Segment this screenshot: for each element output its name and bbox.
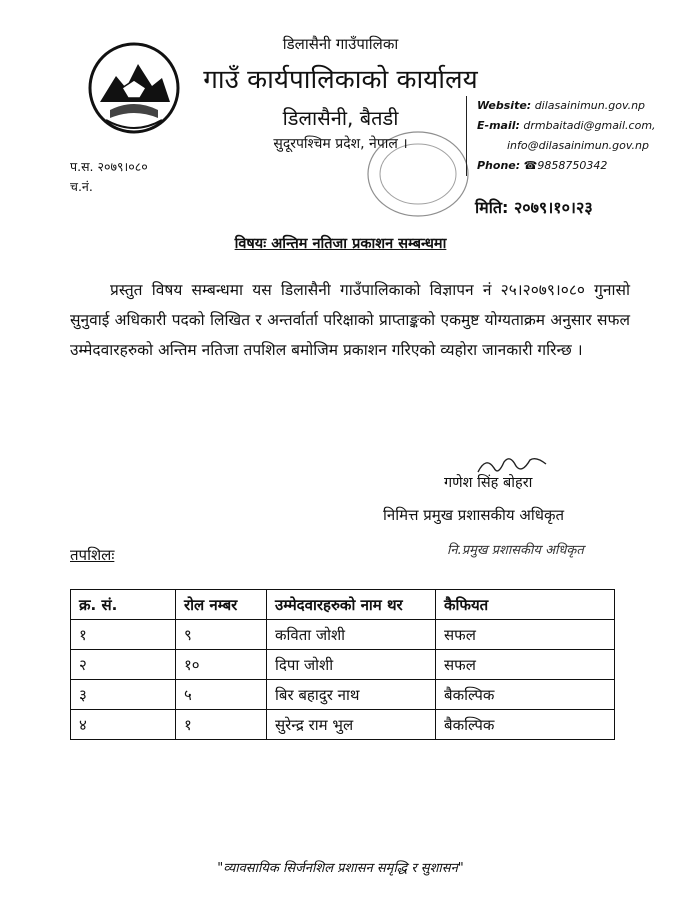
website-label: Website: <box>477 99 532 112</box>
cell-serial: ३ <box>71 680 176 710</box>
ps-value: २०७९।०८० <box>97 159 148 174</box>
contact-block <box>466 96 681 176</box>
email-link-2[interactable]: info@dilasainimun.gov.np <box>507 139 649 152</box>
signatory-stamp: नि.प्रमुख प्रशासकीय अधिकृत <box>447 543 584 558</box>
ps-label: प.स. <box>70 159 94 174</box>
phone-icon: ☎ <box>523 159 538 172</box>
cell-remarks: बैकल्पिक <box>436 680 615 710</box>
cell-roll: ९ <box>176 620 267 650</box>
details-label: तपशिलः <box>70 546 115 564</box>
letter-body: प्रस्तुत विषय सम्बन्धमा यस डिलासैनी गाउँपालिकाको विज्ञापन नं २५।२०७९।०८० गुनासो सुनुवाई अधिकारी पदको लिखित र अन्तर्वार्ता परिक्षाको प्राप्ताङ्कको एकमुष्ट योग्यताक्रम अनुसार सफल उम्मेदवारहरुको अन्तिम नतिजा तपशिल बमोजिम प्रकाशन गरिएको व्यहोरा जानकारी गरिन्छ । <box>70 281 630 359</box>
footer-slogan: "व्यावसायिक सिर्जनशिल प्रशासन समृद्धि र सुशासन" <box>217 861 464 876</box>
col-name: उम्मेदवारहरुको नाम थर <box>267 590 436 620</box>
phone-label: Phone: <box>477 159 521 172</box>
office-address: सुदूरपश्चिम प्रदेश, नेपाल । <box>273 136 408 152</box>
cell-serial: २ <box>71 650 176 680</box>
dispatch-number-label: च.नं. <box>70 179 93 194</box>
reference-number <box>70 158 148 175</box>
cell-remarks: सफल <box>436 620 615 650</box>
letter-subject: विषयः अन्तिम नतिजा प्रकाशन सम्बन्धमा <box>234 236 447 252</box>
cell-serial: १ <box>71 620 176 650</box>
letter-date: मिति: २०७९।१०।२३ <box>475 198 593 217</box>
col-remarks: कैफियत <box>436 590 615 620</box>
signatory-title: निमित्त प्रमुख प्रशासकीय अधिकृत <box>383 506 565 524</box>
cell-roll: १ <box>176 710 267 740</box>
results-table <box>70 589 615 740</box>
email-link-1[interactable]: drmbaitadi@gmail.com, <box>523 119 656 132</box>
cell-remarks: सफल <box>436 650 615 680</box>
table-row <box>71 710 615 740</box>
phone-number: 9858750342 <box>537 159 608 172</box>
cell-roll: १० <box>176 650 267 680</box>
cell-serial: ४ <box>71 710 176 740</box>
cell-name: बिर बहादुर नाथ <box>267 680 436 710</box>
cell-name: सुरेन्द्र राम भुल <box>267 710 436 740</box>
signatory-name: गणेश सिंह बोहरा <box>444 475 533 491</box>
table-row <box>71 680 615 710</box>
table-row <box>71 620 615 650</box>
cell-remarks: बैकल्पिक <box>436 710 615 740</box>
website-link[interactable]: dilasainimun.gov.np <box>534 99 646 112</box>
cell-name: कविता जोशी <box>267 620 436 650</box>
email-label: E-mail: <box>477 119 520 132</box>
col-serial: क्र. सं. <box>71 590 176 620</box>
table-header-row <box>71 590 615 620</box>
col-roll: रोल नम्बर <box>176 590 267 620</box>
municipality-name: डिलासैनी गाउँपालिका <box>282 35 399 53</box>
cell-roll: ५ <box>176 680 267 710</box>
office-place: डिलासैनी, बैतडी <box>282 106 399 130</box>
cell-name: दिपा जोशी <box>267 650 436 680</box>
office-title: गाउँ कार्यपालिकाको कार्यालय <box>203 65 478 95</box>
table-row <box>71 650 615 680</box>
